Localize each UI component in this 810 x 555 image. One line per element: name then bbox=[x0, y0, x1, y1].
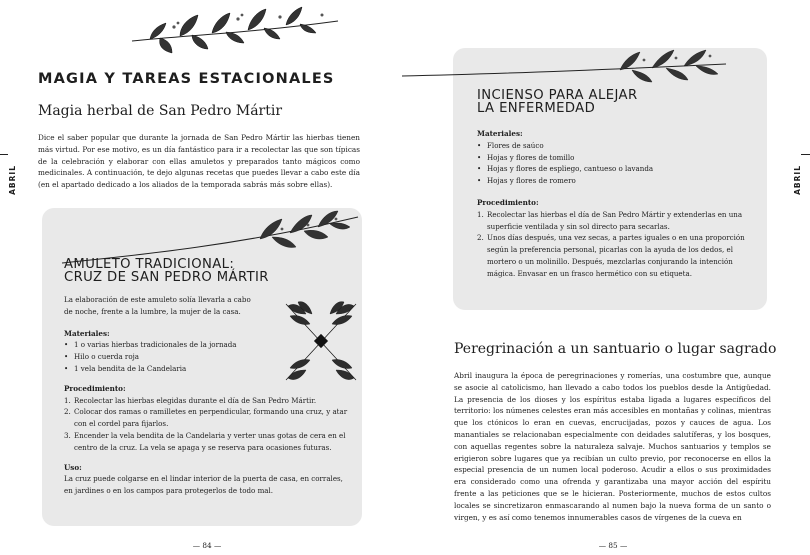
step-number: 1. bbox=[64, 395, 71, 405]
list-item bbox=[64, 395, 350, 407]
intro-paragraph-text: Dice el saber popular que durante la jornada de San Pedro Mártir las hierbas tienen más virtud. Por ese motivo, es un día fantástico para ir a recolectar las que son típicas de la celebración y elaborar con ellas amuletos y preparados tanto mágicos como medicinales. A continuación, te dejo algunas recetas que puedes llevar a cabo este día (en el apartado dedicado a los aliados de la temporada sabrás más sobre ellas). bbox=[38, 133, 360, 190]
step-number: 3. bbox=[64, 430, 71, 440]
amulet-box-title bbox=[64, 259, 304, 284]
list-item bbox=[477, 232, 751, 279]
list-item bbox=[64, 430, 350, 454]
incense-title-line1: INCIENSO PARA ALEJAR bbox=[477, 88, 638, 103]
list-item: • Hilo o cuerda roja bbox=[64, 351, 350, 363]
list-item bbox=[64, 406, 350, 430]
step-text: Encender la vela bendita de la Candelaria y verter unas gotas de cera en el centro de la cruz. La vela se apaga y se reserva para ocasiones futuras. bbox=[74, 430, 346, 452]
subtitle: Magia herbal de San Pedro Mártir bbox=[38, 103, 283, 119]
list-item: • 1 vela bendita de la Candelaria bbox=[64, 363, 350, 375]
amulet-title-line1: AMULETO TRADICIONAL: bbox=[64, 257, 235, 272]
incense-title-line2: LA ENFERMEDAD bbox=[477, 100, 596, 116]
procedure-label: Procedimiento: bbox=[477, 197, 539, 207]
floral-branch-ornament-top bbox=[130, 5, 340, 55]
subtitle: Peregrinación a un santuario o lugar sagrado bbox=[454, 341, 777, 357]
month-tab-label: ABRIL bbox=[792, 165, 802, 195]
pilgrimage-paragraph-text: Abril inaugura la época de peregrinaciones y romerías, una costumbre que, aunque se asocie al catolicismo, han llevado a cabo todos los pueblos desde la Antigüedad. La presencia de los dioses y los espíritus estaba ligada a lugares específicos del territorio: los númenes celestes eran más accesibles en montañas y colinas, mientras que los ctónicos lo eran en cuevas, encrucijadas, pozos y cauces de agua. Los manantiales se relacionaban especialmente con deidades salutíferas, y los bosques, con aquellas regentes sobre la naturaleza salvaje. Muchos santuarios y templos se erigieron sobre lugares que ya recibían un culto previo, por reconocerse en ellos la especial presencia de un numen local poderoso. Acudir a ellos o sus proximidades era considerado como una ofrenda y garantizaba una mayor acción del espíritu frente a las peticiones que se le hicieran. Posteriormente, muchos de estos cultos locales se sincretizaron enmascarando al numen bajo la nueva forma de un santo o virgen, y es así como tenemos innumerables casos de vírgenes de la cueva en bbox=[454, 371, 771, 522]
step-number: 2. bbox=[477, 233, 484, 243]
tab-rule bbox=[0, 154, 8, 155]
intro-paragraph bbox=[38, 132, 360, 191]
incense-box-body bbox=[477, 128, 751, 280]
page-number: — 84 — bbox=[192, 541, 222, 550]
step-text: Recolectar las hierbas el día de San Pedro Mártir y extenderlas en una superficie ventilada y sin sol directo para secarlas. bbox=[487, 209, 743, 231]
incense-box-title bbox=[477, 90, 737, 115]
materials-list bbox=[64, 339, 350, 374]
list-item: • 1 o varias hierbas tradicionales de la jornada bbox=[64, 339, 350, 351]
step-number: 1. bbox=[477, 209, 484, 219]
step-text: Colocar dos ramas o ramilletes en perpendicular, formando una cruz, y atar con el cordel para fijarlos. bbox=[74, 407, 348, 429]
procedure-list bbox=[64, 395, 350, 454]
step-number: 2. bbox=[64, 407, 71, 417]
amulet-intro-line1: La elaboración de este amuleto solía llevarla a cabo bbox=[64, 295, 251, 304]
pilgrimage-paragraph bbox=[454, 370, 771, 523]
amulet-box-body bbox=[64, 294, 350, 497]
month-tab-label: ABRIL bbox=[7, 165, 17, 195]
list-item: • Flores de saúco bbox=[477, 140, 751, 152]
list-item: • Hojas y flores de romero bbox=[477, 175, 751, 187]
section-title: MAGIA Y TAREAS ESTACIONALES bbox=[38, 71, 335, 87]
right-page bbox=[405, 0, 810, 555]
amulet-title-line2: CRUZ DE SAN PEDRO MÁRTIR bbox=[64, 269, 269, 285]
page-number: — 85 — bbox=[598, 541, 628, 550]
procedure-list bbox=[477, 209, 751, 280]
use-text: La cruz puede colgarse en el lindar interior de la puerta de casa, en corrales, en jardines o en los campos para protegerlos de todo mal. bbox=[64, 474, 343, 496]
materials-label: Materiales: bbox=[64, 328, 110, 338]
month-tab bbox=[791, 150, 803, 210]
tab-rule bbox=[801, 154, 810, 155]
list-item: • Hojas y flores de espliego, cantueso o lavanda bbox=[477, 163, 751, 175]
step-text: Unos días después, una vez secas, a partes iguales o en una proporción según la preferencia personal, picarlas con la ayuda de los dedos, el mortero o un molinillo. Después, mezclarlas conjurando la intención mágica. Envasar en un frasco hermético con su etiqueta. bbox=[487, 233, 745, 278]
procedure-label: Procedimiento: bbox=[64, 383, 126, 393]
step-text: Recolectar las hierbas elegidas durante el día de San Pedro Mártir. bbox=[74, 395, 317, 405]
use-label: Uso: bbox=[64, 462, 82, 472]
list-item: • Hojas y flores de tomillo bbox=[477, 152, 751, 164]
amulet-intro-line2: de noche, frente a la lumbre, la mujer de la casa. bbox=[64, 306, 241, 316]
month-tab bbox=[6, 150, 18, 210]
list-item bbox=[477, 209, 751, 233]
materials-label: Materiales: bbox=[477, 129, 523, 138]
materials-list bbox=[477, 140, 751, 187]
